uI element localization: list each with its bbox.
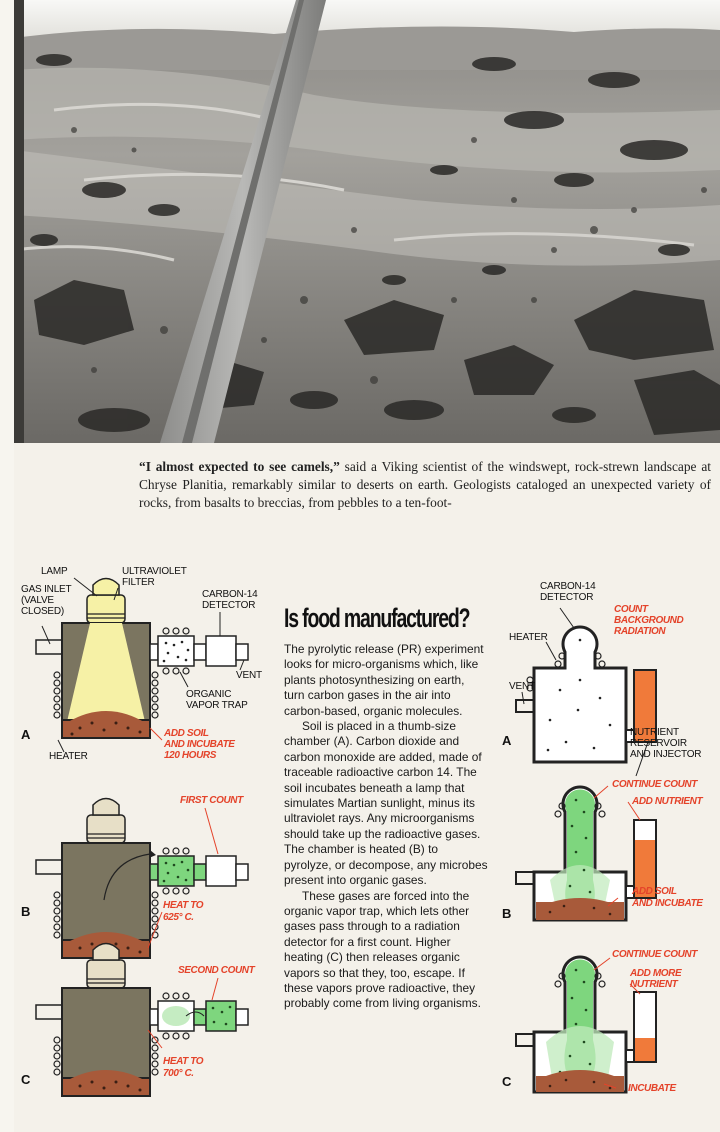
photo-caption (139, 458, 711, 512)
heat-700-label-2: 700° C. (163, 1068, 194, 1079)
pr-marker-a: A (21, 727, 31, 742)
uv-filter-label-2: FILTER (122, 577, 155, 588)
caption-text: said a Viking scientist of the windswept, rock-strewn landscape at Chryse Planitia, remarkably similar to deserts on earth. Geologists cataloged an unexpected variety of rocks, from basalts to breccias, from pebbles to a ten-foot- (139, 459, 711, 510)
article-body (284, 642, 488, 1012)
labeled-release-diagram (490, 580, 720, 1110)
add-soil-incubate-1: ADD SOIL (632, 886, 677, 897)
add-soil-note-3: 120 HOURS (164, 750, 216, 761)
continue-count-label-c: CONTINUE COUNT (612, 949, 697, 960)
lr-marker-b: B (502, 906, 512, 921)
add-soil-incubate-2: AND INCUBATE (632, 898, 703, 909)
lr-marker-a: A (502, 733, 512, 748)
organic-trap-label-2: VAPOR TRAP (186, 700, 248, 711)
add-more-nutrient-1: ADD MORE (630, 968, 682, 979)
nutrient-label-3: AND INJECTOR (630, 749, 702, 760)
carbon14-label-2: DETECTOR (202, 600, 256, 611)
caption-quote: “I almost expected to see camels,” (139, 459, 340, 474)
nutrient-label-2: RESERVOIR (630, 738, 687, 749)
carbon14-label-1: CARBON-14 (202, 589, 258, 600)
heat-700-label-1: HEAT TO (163, 1056, 204, 1067)
article-headline: Is food manufactured? (284, 603, 470, 633)
article-paragraph: The pyrolytic release (PR) experiment looks for micro-organisms which, like plants photosynthesizing on earth, turn carbon gases in the air into carbon-based, organic molecules. (284, 642, 484, 718)
pr-stage-b (36, 799, 248, 959)
uv-filter-label-1: ULTRAVIOLET (122, 566, 187, 577)
pr-experiment-diagram (0, 560, 280, 1100)
count-background-note-2: BACKGROUND (614, 615, 684, 626)
article-paragraph: Soil is placed in a thumb-size chamber (A). Carbon dioxide and carbon monoxide are added, made of traceable radioactive carbon 14. The soil incubates beneath a lamp that simulates Martian sunlight, minus its ultraviolet rays. Any microorganisms should take up the radioactive gases. The chamber is heated (B) to pyrolyze, or decompose, any microbes present into organic gases. (284, 719, 488, 888)
pr-marker-c: C (21, 1072, 31, 1087)
pr-marker-b: B (21, 904, 31, 919)
lr-heater-label: HEATER (509, 632, 548, 643)
second-count-label: SECOND COUNT (178, 965, 255, 976)
organic-trap-label-1: ORGANIC (186, 689, 232, 700)
lr-marker-c: C (502, 1074, 512, 1089)
heat-625-label-2: 625° C. (163, 912, 194, 923)
add-nutrient-label: ADD NUTRIENT (632, 796, 703, 807)
gas-inlet-label-2: (VALVE (21, 595, 54, 606)
lr-carbon14-label-1: CARBON-14 (540, 581, 596, 592)
vent-label: VENT (236, 670, 262, 681)
lamp-label: LAMP (41, 566, 68, 577)
lr-vent-label: VENT (509, 681, 535, 692)
incubate-label: INCUBATE (628, 1083, 676, 1094)
count-background-note-1: COUNT (614, 604, 648, 615)
add-soil-note-1: ADD SOIL (164, 728, 209, 739)
article-paragraph: These gases are forced into the organic vapor trap, which lets other gases pass through to a radiation detector for a first count. Higher heating (C) then releases organic vapors so that they, too, escape. If these vapors prove radioactive, they probably come from living organisms. (284, 888, 481, 1011)
heat-625-label-1: HEAT TO (163, 900, 204, 911)
lr-carbon14-label-2: DETECTOR (540, 592, 594, 603)
mars-landscape-photo (14, 0, 720, 443)
first-count-label: FIRST COUNT (180, 795, 243, 806)
add-more-nutrient-2: NUTRIENT (630, 979, 678, 990)
continue-count-label-b: CONTINUE COUNT (612, 779, 697, 790)
nutrient-label-1: NUTRIENT (630, 727, 679, 738)
gas-inlet-label-1: GAS INLET (21, 584, 72, 595)
count-background-note-3: RADIATION (614, 626, 666, 637)
add-soil-note-2: AND INCUBATE (164, 739, 235, 750)
gas-inlet-label-3: CLOSED) (21, 606, 65, 617)
heater-label: HEATER (49, 751, 88, 762)
